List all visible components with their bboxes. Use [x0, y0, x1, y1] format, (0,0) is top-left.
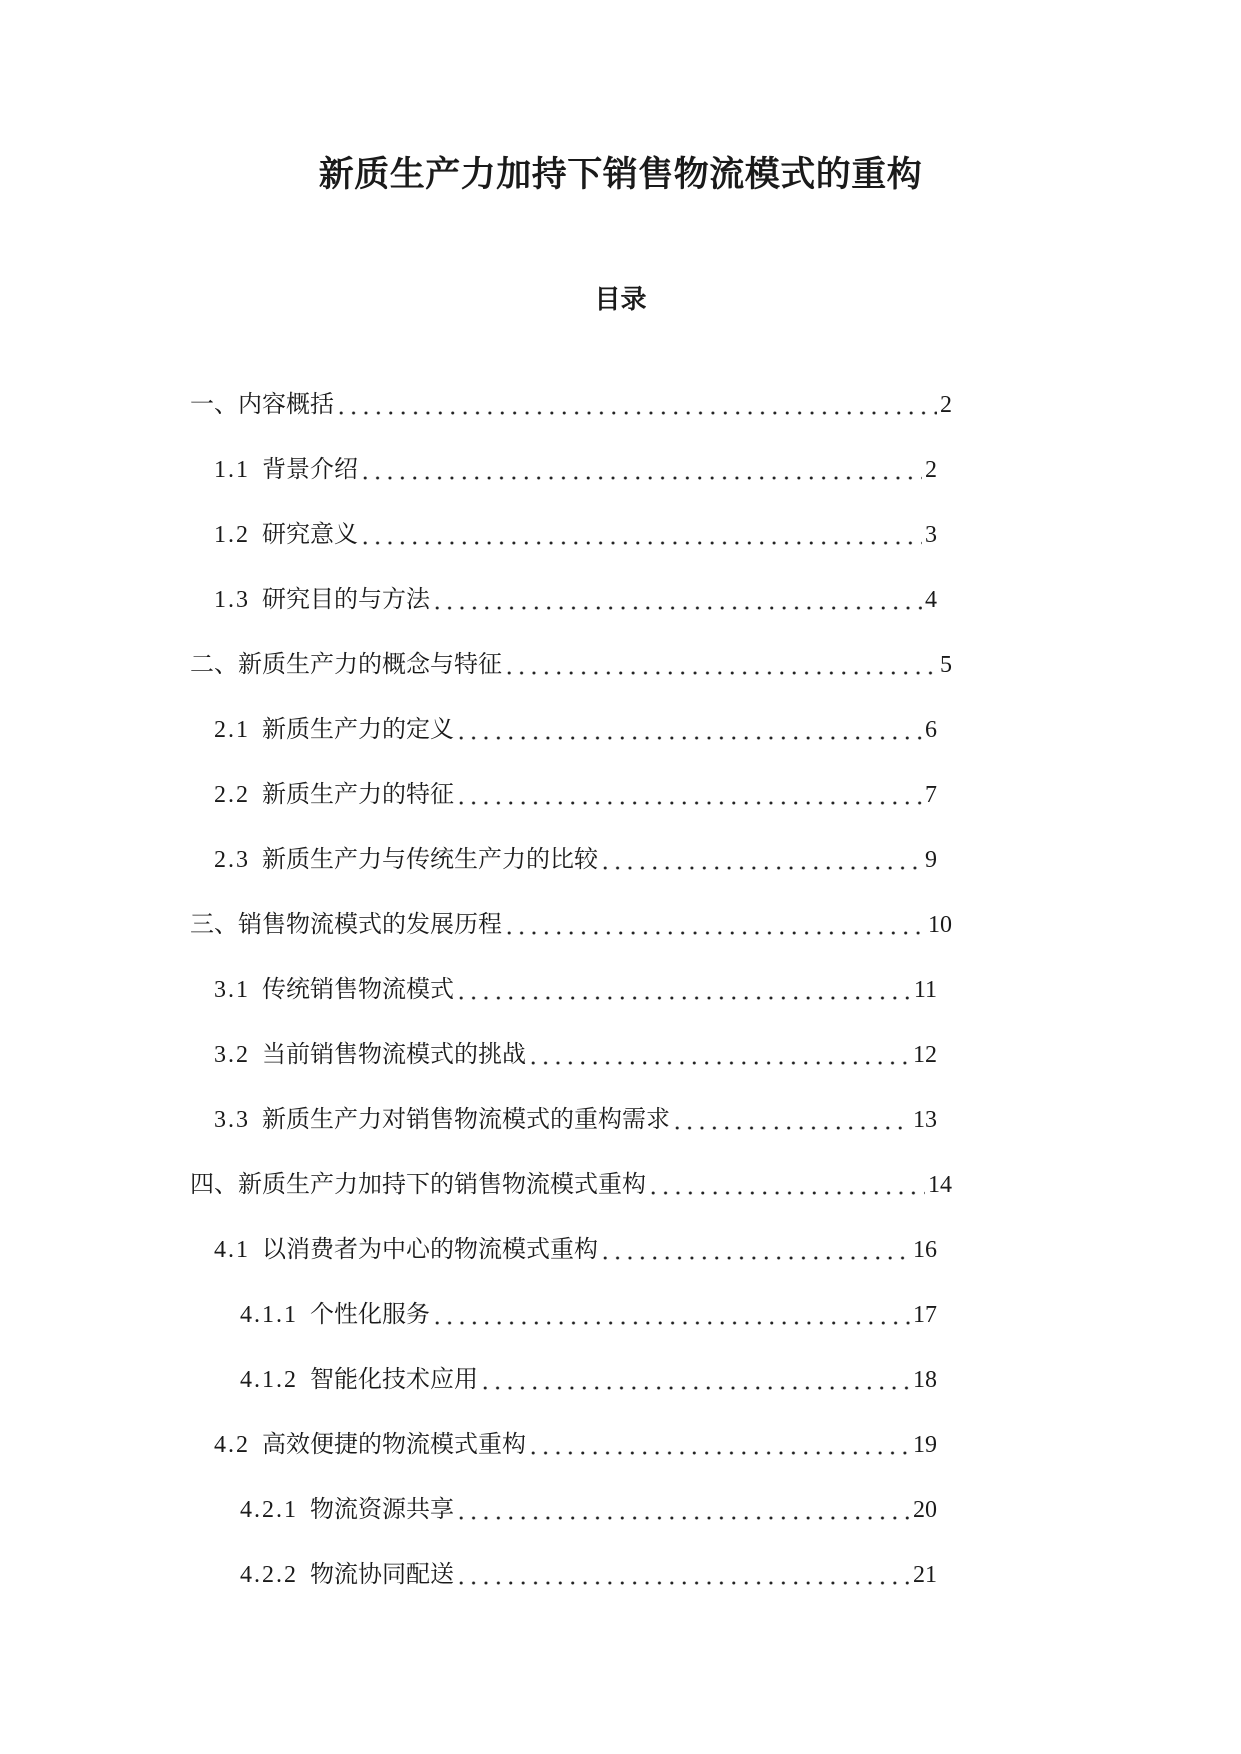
toc-leader-dots	[359, 520, 922, 550]
toc-entry-title: 新质生产力的特征	[262, 782, 454, 808]
toc-leader-dots	[455, 715, 922, 745]
toc-entry-page: 17	[913, 1302, 937, 1328]
toc-entry-page: 19	[913, 1432, 937, 1458]
toc-entry	[0, 585, 1241, 650]
toc-entry-number: 4.1.2	[240, 1367, 298, 1393]
toc-leader-dots	[479, 1365, 910, 1395]
toc-heading: 目录	[594, 285, 647, 314]
toc-entry	[0, 910, 1241, 975]
toc-entry-page: 7	[925, 782, 937, 808]
toc-leader-dots	[359, 455, 922, 485]
toc-entry-number: 2.2	[214, 782, 250, 808]
toc-leader-dots	[455, 975, 911, 1005]
toc-entry-title: 新质生产力对销售物流模式的重构需求	[262, 1107, 670, 1133]
toc-entry-number: 2.1	[214, 717, 250, 743]
toc-entry	[0, 1365, 1241, 1430]
toc-entry	[0, 975, 1241, 1040]
toc-leader-dots	[431, 585, 922, 615]
toc-entry-page: 4	[925, 587, 937, 613]
toc-entry-page: 20	[913, 1497, 937, 1523]
toc-leader-dots	[431, 1300, 910, 1330]
toc-entry-page: 18	[913, 1367, 937, 1393]
toc-entry-page: 9	[925, 847, 937, 873]
toc-entry-page: 2	[940, 392, 952, 418]
toc-entry-title: 新质生产力的定义	[262, 717, 454, 743]
toc-entry-number: 三、	[190, 912, 238, 938]
toc-entry-title: 个性化服务	[310, 1302, 430, 1328]
toc-leader-dots	[599, 1235, 910, 1265]
toc-entry-title: 研究意义	[262, 522, 358, 548]
toc-entry-page: 14	[928, 1172, 952, 1198]
toc-leader-dots	[527, 1430, 910, 1460]
toc-entry-title: 新质生产力加持下的销售物流模式重构	[238, 1172, 646, 1198]
toc-leader-dots	[335, 390, 937, 420]
toc-entry-title: 内容概括	[238, 392, 334, 418]
toc-leader-dots	[671, 1105, 910, 1135]
toc-entry-number: 四、	[190, 1172, 238, 1198]
toc-leader-dots	[503, 910, 925, 940]
toc-entry	[0, 455, 1241, 520]
toc-entry-page: 12	[913, 1042, 937, 1068]
toc-entry-title: 物流资源共享	[310, 1497, 454, 1523]
toc-leader-dots	[455, 1560, 910, 1590]
toc-entry-number: 4.2	[214, 1432, 250, 1458]
toc-leader-dots	[503, 650, 937, 680]
toc-entry	[0, 845, 1241, 910]
toc-entry-page: 13	[913, 1107, 937, 1133]
toc-entry-number: 1.1	[214, 457, 250, 483]
toc-entry-page: 3	[925, 522, 937, 548]
toc-entry-number: 3.1	[214, 977, 250, 1003]
toc-entry-title: 物流协同配送	[310, 1562, 454, 1588]
toc-leader-dots	[647, 1170, 925, 1200]
toc-entry-number: 2.3	[214, 847, 250, 873]
toc-entry	[0, 780, 1241, 845]
toc-entry	[0, 1430, 1241, 1495]
toc-entry	[0, 520, 1241, 585]
toc-entry	[0, 1560, 1241, 1625]
toc-entry-page: 11	[913, 977, 937, 1003]
toc-entry-title: 新质生产力与传统生产力的比较	[262, 847, 598, 873]
toc-entry	[0, 1105, 1241, 1170]
toc-entry	[0, 1170, 1241, 1235]
toc-entry-title: 当前销售物流模式的挑战	[262, 1042, 526, 1068]
toc-leader-dots	[455, 780, 922, 810]
toc-entry-title: 研究目的与方法	[262, 587, 430, 613]
toc-entry-number: 二、	[190, 652, 238, 678]
toc-entry-number: 4.1.1	[240, 1302, 298, 1328]
toc-entry-number: 1.2	[214, 522, 250, 548]
toc-entry-title: 背景介绍	[262, 457, 358, 483]
toc-entry-page: 6	[925, 717, 937, 743]
toc-entry-number: 3.2	[214, 1042, 250, 1068]
toc-entry	[0, 1235, 1241, 1300]
toc-leader-dots	[527, 1040, 910, 1070]
toc-entry-page: 5	[940, 652, 952, 678]
toc-entry	[0, 1495, 1241, 1560]
toc-entry-number: 4.2.2	[240, 1562, 298, 1588]
toc-entry	[0, 1300, 1241, 1365]
toc-entry	[0, 715, 1241, 780]
toc-entry-title: 智能化技术应用	[310, 1367, 478, 1393]
toc-entry-title: 新质生产力的概念与特征	[238, 652, 502, 678]
toc-entry-number: 1.3	[214, 587, 250, 613]
toc-entry-title: 高效便捷的物流模式重构	[262, 1432, 526, 1458]
toc-entry	[0, 390, 1241, 455]
toc-entry-page: 2	[925, 457, 937, 483]
toc-entry-number: 3.3	[214, 1107, 250, 1133]
toc-entry-page: 21	[913, 1562, 937, 1588]
toc-leader-dots	[455, 1495, 910, 1525]
toc-entry-page: 16	[913, 1237, 937, 1263]
toc-entry-title: 销售物流模式的发展历程	[238, 912, 502, 938]
toc-entry	[0, 1040, 1241, 1105]
toc-entry-title: 传统销售物流模式	[262, 977, 454, 1003]
toc-entry-number: 4.1	[214, 1237, 250, 1263]
toc-entry-number: 一、	[190, 392, 238, 418]
toc-entry-title: 以消费者为中心的物流模式重构	[262, 1237, 598, 1263]
toc-entry	[0, 650, 1241, 715]
table-of-contents	[0, 390, 1241, 1625]
toc-entry-page: 10	[928, 912, 952, 938]
toc-leader-dots	[599, 845, 922, 875]
toc-entry-number: 4.2.1	[240, 1497, 298, 1523]
document-title: 新质生产力加持下销售物流模式的重构	[318, 155, 923, 194]
